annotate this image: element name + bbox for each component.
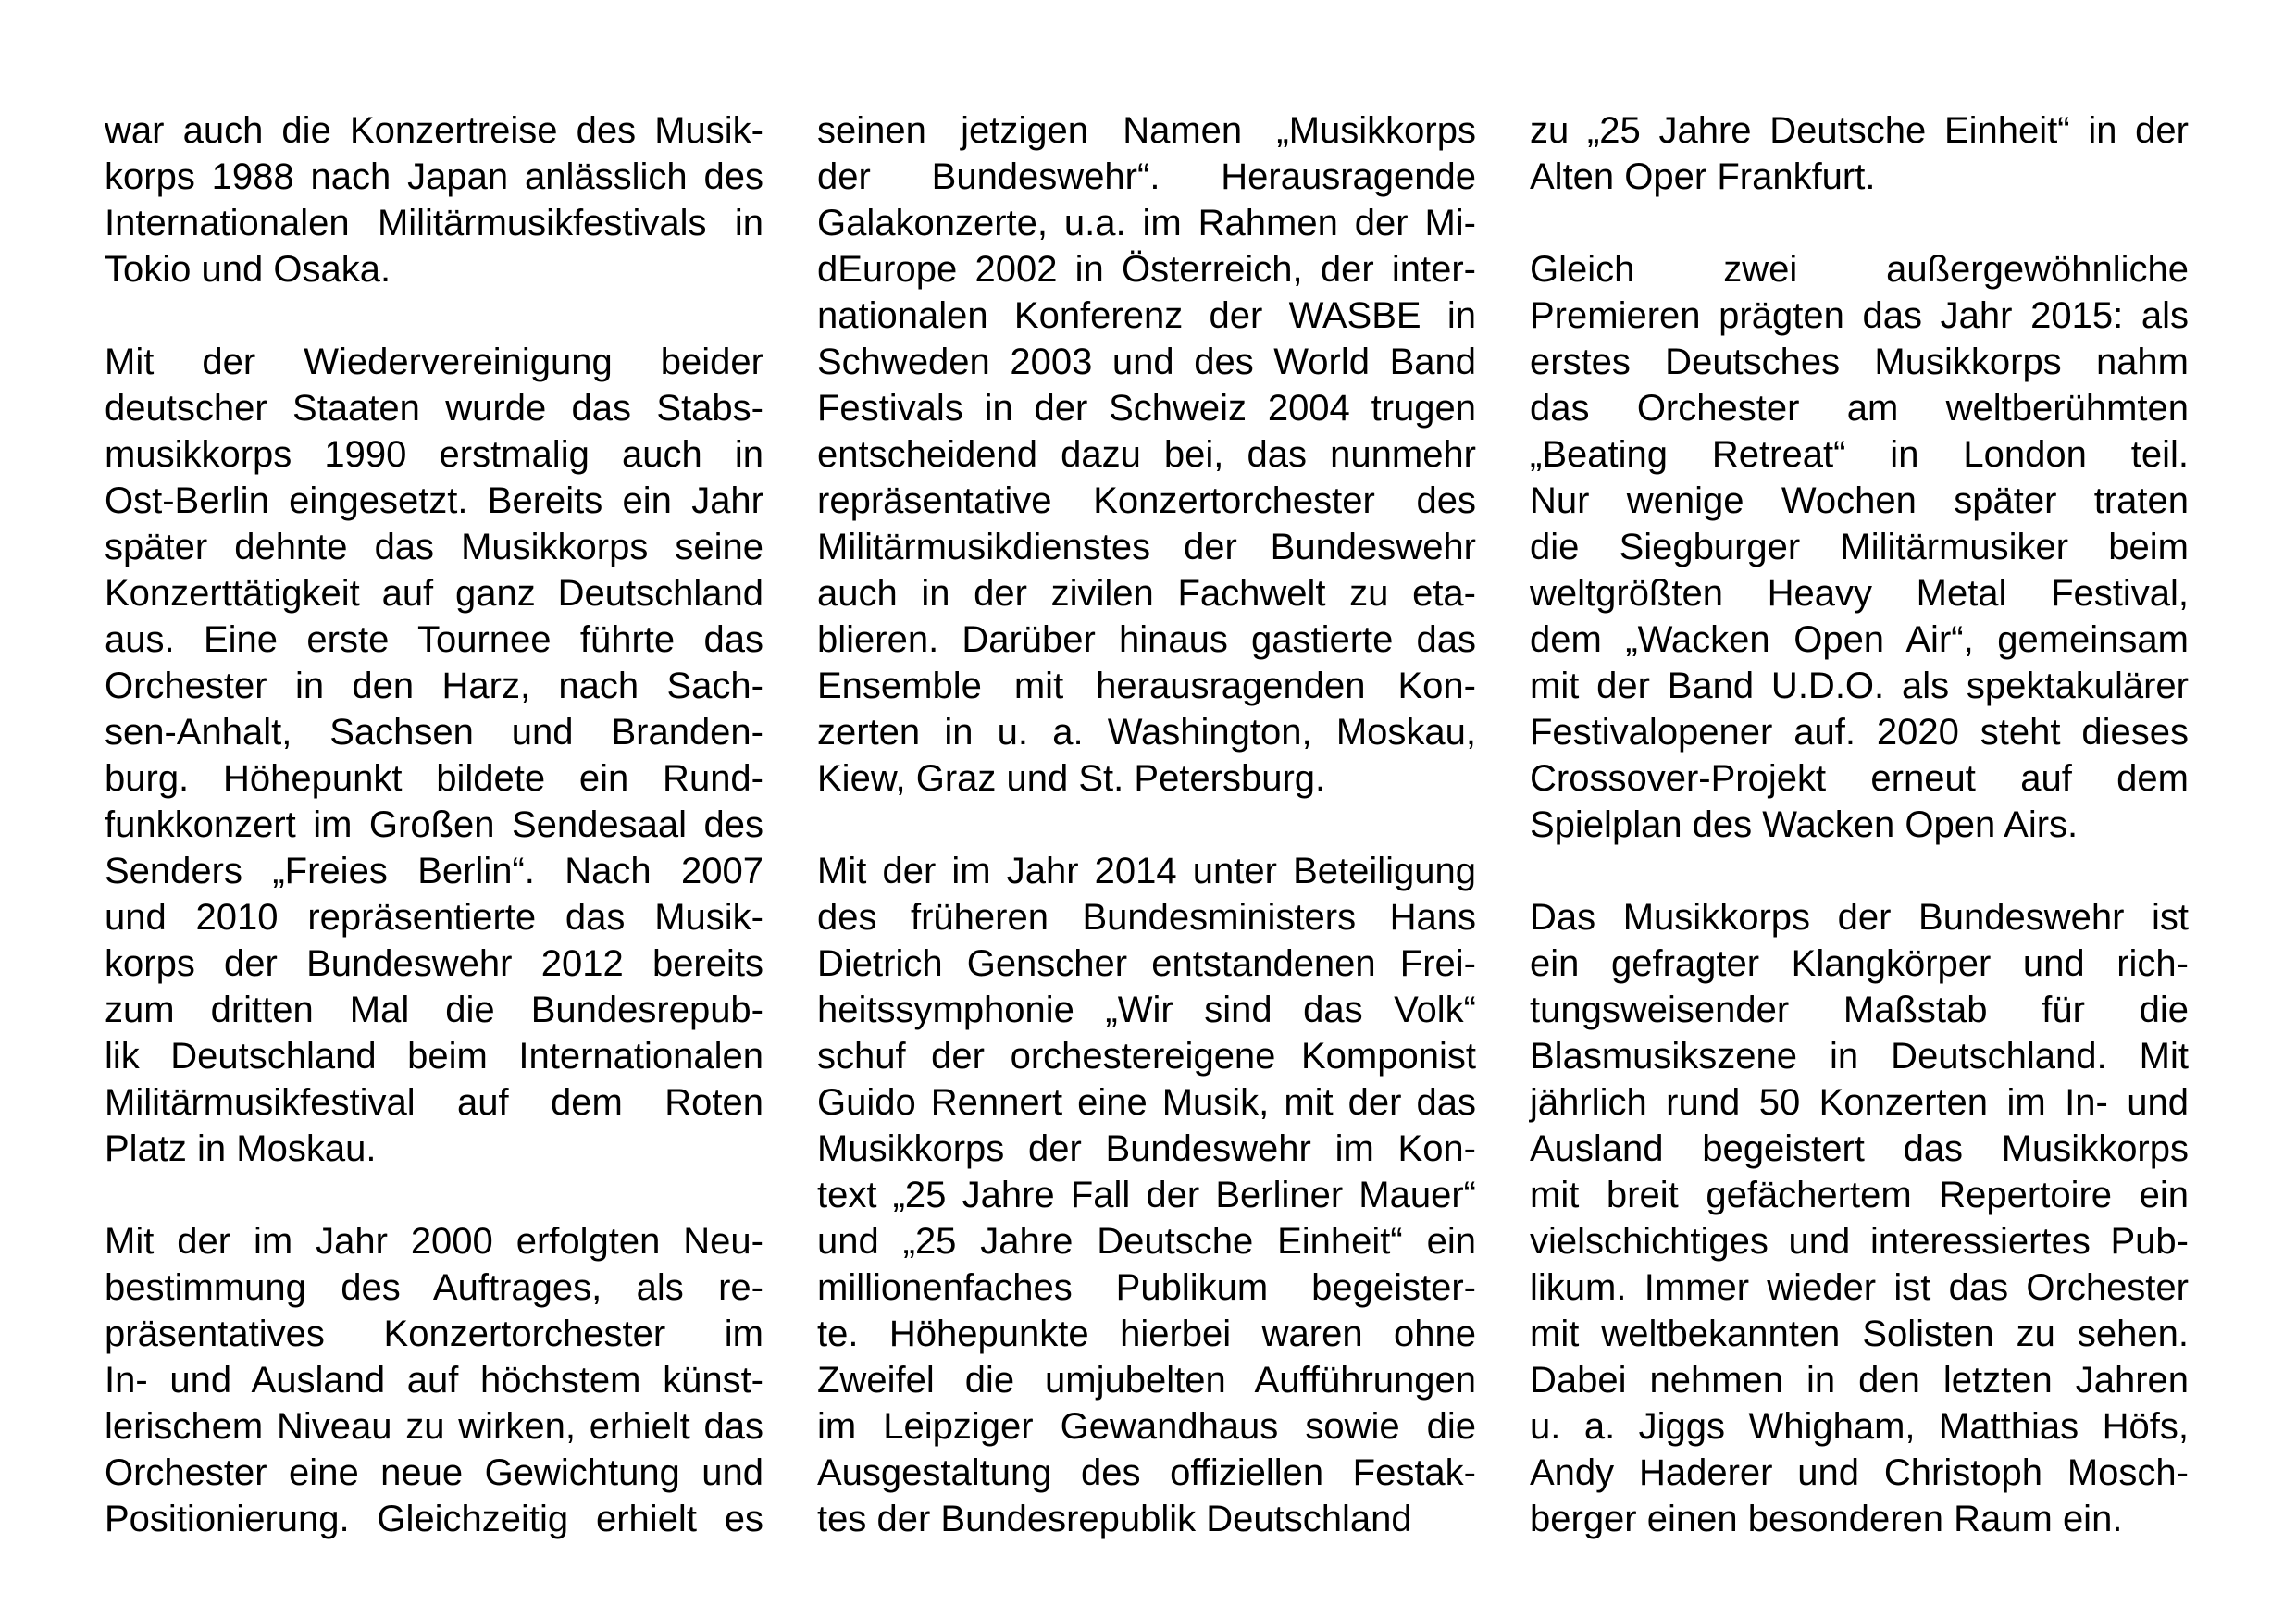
text-line: Schweden 2003 und des World Band: [817, 342, 1476, 382]
text-line: lik Deutschland beim Internationalen: [105, 1036, 763, 1077]
text-line: text „25 Jahre Fall der Berliner Mauer“: [817, 1175, 1476, 1215]
text-line: Festivalopener auf. 2020 steht dieses: [1530, 712, 2189, 753]
text-line: „Beating Retreat“ in London teil.: [1530, 434, 2189, 475]
text-line: Dabei nehmen in den letzten Jahren: [1530, 1360, 2189, 1401]
text-line: Militärmusikdienstes der Bundeswehr: [817, 527, 1476, 567]
text-line: Crossover-Projekt erneut auf dem: [1530, 758, 2189, 799]
text-line: blieren. Darüber hinaus gastierte das: [817, 619, 1476, 660]
text-line: Nur wenige Wochen später traten: [1530, 480, 2189, 521]
text-line: korps der Bundeswehr 2012 bereits: [105, 943, 763, 984]
text-line: te. Höhepunkte hierbei waren ohne: [817, 1314, 1476, 1354]
text-line: Mit der im Jahr 2000 erfolgten Neu-: [105, 1221, 763, 1262]
text-line: Das Musikkorps der Bundeswehr ist: [1530, 897, 2189, 938]
paragraph: [105, 1218, 763, 1542]
text-line: Platz in Moskau.: [105, 1128, 377, 1169]
text-line: Orchester in den Harz, nach Sach-: [105, 666, 763, 706]
text-line: und „25 Jahre Deutsche Einheit“ ein: [817, 1221, 1476, 1262]
text-line: später dehnte das Musikkorps seine: [105, 527, 763, 567]
text-line: schuf der orchestereigene Komponist: [817, 1036, 1476, 1077]
text-line: des früheren Bundesministers Hans: [817, 897, 1476, 938]
text-line: millionenfaches Publikum begeister-: [817, 1267, 1476, 1308]
text-line: seinen jetzigen Namen „Musikkorps: [817, 110, 1476, 151]
text-line: zerten in u. a. Washington, Moskau,: [817, 712, 1476, 753]
text-line: präsentatives Konzertorchester im: [105, 1314, 763, 1354]
text-line: zu „25 Jahre Deutsche Einheit“ in der: [1530, 110, 2189, 151]
text-line: heitssymphonie „Wir sind das Volk“: [817, 990, 1476, 1030]
text-line: und 2010 repräsentierte das Musik-: [105, 897, 763, 938]
text-line: Blasmusikszene in Deutschland. Mit: [1530, 1036, 2189, 1077]
text-line: mit weltbekannten Solisten zu sehen.: [1530, 1314, 2189, 1354]
text-line: likum. Immer wieder ist das Orchester: [1530, 1267, 2189, 1308]
text-line: Ensemble mit herausragenden Kon-: [817, 666, 1476, 706]
text-line: bestimmung des Auftrages, als re-: [105, 1267, 763, 1308]
text-line: Mit der im Jahr 2014 unter Beteiligung: [817, 851, 1476, 891]
text-line: In- und Ausland auf höchstem künst-: [105, 1360, 763, 1401]
column-1: [105, 107, 763, 1542]
text-line: im Leipziger Gewandhaus sowie die: [817, 1406, 1476, 1447]
text-line: der Bundeswehr“. Herausragende: [817, 156, 1476, 197]
text-line: auch in der zivilen Fachwelt zu eta-: [817, 573, 1476, 614]
text-line: die Siegburger Militärmusiker beim: [1530, 527, 2189, 567]
text-line: erstes Deutsches Musikkorps nahm: [1530, 342, 2189, 382]
text-line: Tokio und Osaka.: [105, 249, 391, 290]
text-line: war auch die Konzertreise des Musik-: [105, 110, 763, 151]
paragraph: [1530, 894, 2189, 1542]
text-line: funkkonzert im Großen Sendesaal des: [105, 804, 763, 845]
text-line: Musikkorps der Bundeswehr im Kon-: [817, 1128, 1476, 1169]
text-line: aus. Eine erste Tournee führte das: [105, 619, 763, 660]
text-line: Militärmusikfestival auf dem Roten: [105, 1082, 763, 1123]
paragraph: [1530, 246, 2189, 848]
column-3: [1530, 107, 2189, 1542]
text-line: Dietrich Genscher entstandenen Frei-: [817, 943, 1476, 984]
text-line: Konzerttätigkeit auf ganz Deutschland: [105, 573, 763, 614]
text-line: Festivals in der Schweiz 2004 trugen: [817, 388, 1476, 429]
text-line: Andy Haderer und Christoph Mosch-: [1530, 1452, 2189, 1493]
text-line: tungsweisender Maßstab für die: [1530, 990, 2189, 1030]
text-line: Spielplan des Wacken Open Airs.: [1530, 804, 2079, 845]
text-line: nationalen Konferenz der WASBE in: [817, 295, 1476, 336]
text-line: repräsentative Konzertorchester des: [817, 480, 1476, 521]
text-line: Zweifel die umjubelten Aufführungen: [817, 1360, 1476, 1401]
column-2: [817, 107, 1476, 1542]
text-line: berger einen besonderen Raum ein.: [1530, 1499, 2123, 1539]
text-columns: [105, 107, 2189, 1542]
text-line: Galakonzerte, u.a. im Rahmen der Mi-: [817, 203, 1476, 243]
text-line: ein gefragter Klangkörper und rich-: [1530, 943, 2189, 984]
text-line: Guido Rennert eine Musik, mit der das: [817, 1082, 1476, 1123]
text-line: burg. Höhepunkt bildete ein Rund-: [105, 758, 763, 799]
text-line: mit der Band U.D.O. als spektakulärer: [1530, 666, 2189, 706]
text-line: Ost-Berlin eingesetzt. Bereits ein Jahr: [105, 480, 763, 521]
text-line: tes der Bundesrepublik Deutschland: [817, 1499, 1412, 1539]
text-line: Positionierung. Gleichzeitig erhielt es: [105, 1499, 763, 1539]
paragraph: [817, 848, 1476, 1542]
text-line: entscheidend dazu bei, das nunmehr: [817, 434, 1476, 475]
paragraph: [105, 339, 763, 1172]
text-line: u. a. Jiggs Whigham, Matthias Höfs,: [1530, 1406, 2189, 1447]
text-line: dem „Wacken Open Air“, gemeinsam: [1530, 619, 2189, 660]
text-line: Premieren prägten das Jahr 2015: als: [1530, 295, 2189, 336]
text-line: jährlich rund 50 Konzerten im In- und: [1530, 1082, 2189, 1123]
text-line: dEurope 2002 in Österreich, der inter-: [817, 249, 1476, 290]
text-line: zum dritten Mal die Bundesrepub-: [105, 990, 763, 1030]
text-line: sen-Anhalt, Sachsen und Branden-: [105, 712, 763, 753]
text-line: weltgrößten Heavy Metal Festival,: [1530, 573, 2189, 614]
text-line: mit breit gefächertem Repertoire ein: [1530, 1175, 2189, 1215]
text-line: vielschichtiges und interessiertes Pub-: [1530, 1221, 2189, 1262]
text-line: Ausgestaltung des offiziellen Festak-: [817, 1452, 1476, 1493]
text-line: Mit der Wiedervereinigung beider: [105, 342, 763, 382]
text-line: das Orchester am weltberühmten: [1530, 388, 2189, 429]
text-line: deutscher Staaten wurde das Stabs-: [105, 388, 763, 429]
text-line: Alten Oper Frankfurt.: [1530, 156, 1876, 197]
text-line: Kiew, Graz und St. Petersburg.: [817, 758, 1326, 799]
text-line: Orchester eine neue Gewichtung und: [105, 1452, 763, 1493]
text-line: lerischem Niveau zu wirken, erhielt das: [105, 1406, 763, 1447]
paragraph: [1530, 107, 2189, 200]
paragraph: [817, 107, 1476, 802]
text-line: Senders „Freies Berlin“. Nach 2007: [105, 851, 763, 891]
text-line: Ausland begeistert das Musikkorps: [1530, 1128, 2189, 1169]
text-line: Gleich zwei außergewöhnliche: [1530, 249, 2189, 290]
text-line: korps 1988 nach Japan anlässlich des: [105, 156, 763, 197]
text-line: Internationalen Militärmusikfestivals in: [105, 203, 763, 243]
text-line: musikkorps 1990 erstmalig auch in: [105, 434, 763, 475]
paragraph: [105, 107, 763, 293]
